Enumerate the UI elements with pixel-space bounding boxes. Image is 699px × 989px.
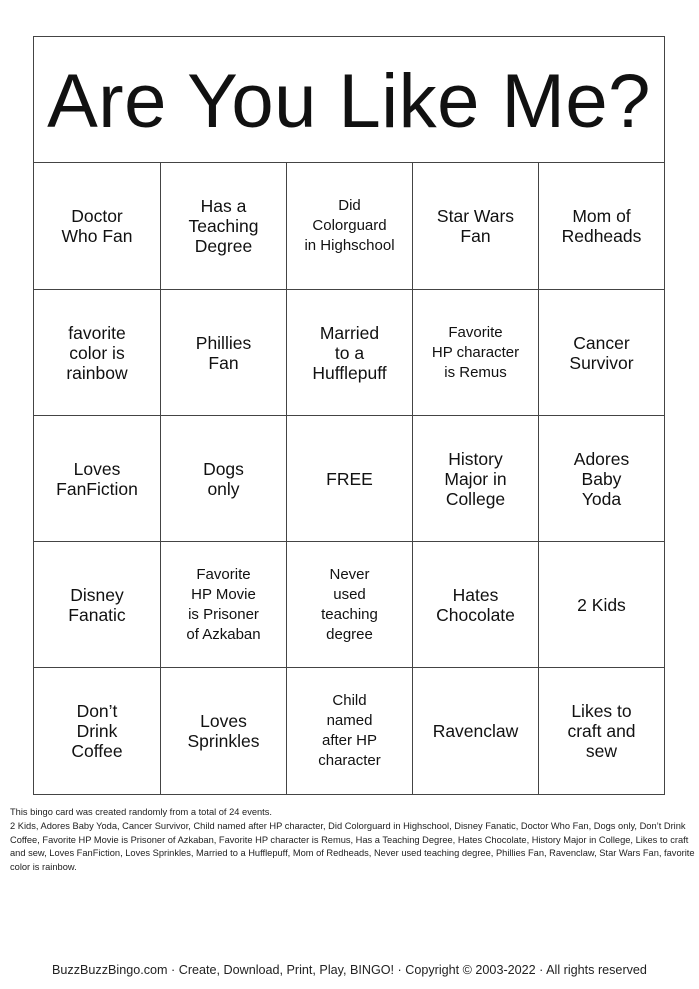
bingo-cell: Ravenclaw xyxy=(413,668,539,794)
bingo-cell: Likes to craft and sew xyxy=(567,701,636,761)
bingo-cell: Dogs only xyxy=(161,416,287,542)
bingo-cell: Star Wars Fan xyxy=(413,163,539,290)
bingo-cell: Don’t Drink Coffee xyxy=(34,668,161,794)
bingo-cell: Married to a Hufflepuff xyxy=(287,290,413,416)
bingo-cell: Hates Chocolate xyxy=(413,542,539,668)
bingo-cell: Did Colorguard in Highschool xyxy=(287,163,413,290)
footnote-events: 2 Kids, Adores Baby Yoda, Cancer Survivor, Child named after HP character, Did Colorguard in Highschool, Disney Fanatic, Doctor Who Fan, Dogs only, Don’t Drink Coffee, Favorite HP Movie is Prisoner of Azkaban, Favorite HP character is Remus, Has a Teaching Degree, Hates Chocolate, History Major in College, Likes to craft and sew, Loves FanFiction, Loves Sprinkles, Married to a Hufflepuff, Mom of Redheads, Never used teaching degree, Phillies Fan, Ravenclaw, Star Wars Fan, favorite color is rainbow. xyxy=(10,820,695,873)
bingo-cell: Doctor Who Fan xyxy=(34,163,161,290)
title-row xyxy=(34,37,664,163)
bingo-cell: Loves FanFiction xyxy=(34,416,161,542)
bingo-cell: Favorite HP Movie is Prisoner of Azkaban xyxy=(161,542,287,668)
bingo-cell: 2 Kids xyxy=(539,542,664,668)
bingo-cell: History Major in College xyxy=(413,416,539,542)
bingo-cell: favorite color is rainbow xyxy=(34,290,161,416)
bingo-cell: Phillies Fan xyxy=(161,290,287,416)
bingo-cell: Cancer Survivor xyxy=(539,290,664,416)
bingo-cell: Adores Baby Yoda xyxy=(539,416,664,542)
footnote-summary: This bingo card was created randomly from a total of 24 events. xyxy=(10,807,272,817)
bingo-cell: Never used teaching degree xyxy=(287,542,413,668)
bingo-cell: Favorite HP character is Remus xyxy=(413,290,539,416)
bingo-cell: Mom of Redheads xyxy=(539,163,664,290)
event-list-footnote xyxy=(10,806,695,875)
site-footer: BuzzBuzzBingo.com · Create, Download, Print, Play, BINGO! · Copyright © 2003-2022 · All rights reserved xyxy=(52,963,647,977)
bingo-grid xyxy=(34,163,664,794)
free-space-cell: FREE xyxy=(287,416,413,542)
bingo-card xyxy=(33,36,665,795)
bingo-cell: Has a Teaching Degree xyxy=(161,163,287,290)
card-title: Are You Like Me? xyxy=(47,58,651,144)
bingo-cell: Child named after HP character xyxy=(287,668,413,794)
bingo-cell: Loves Sprinkles xyxy=(161,668,287,794)
bingo-cell: Disney Fanatic xyxy=(34,542,161,668)
